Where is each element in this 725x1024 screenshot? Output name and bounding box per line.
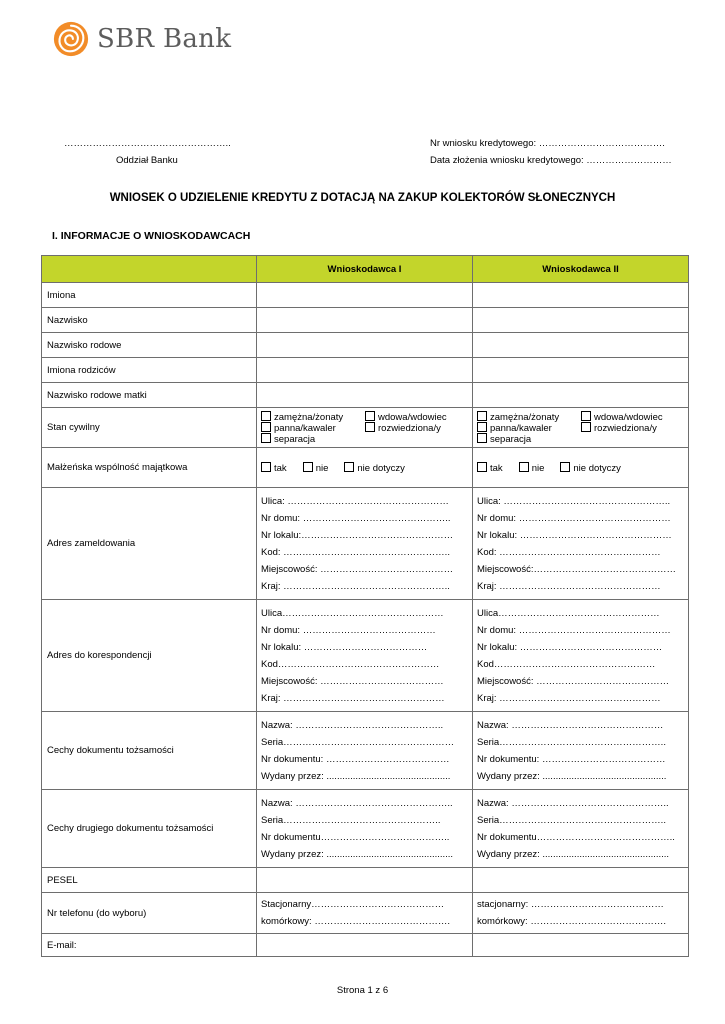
form-line[interactable]: Kraj: …………………………………………… <box>261 692 445 704</box>
row-label-nazwisko-matki: Nazwisko rodowe matki <box>42 383 257 408</box>
option-nie-label: nie <box>531 462 545 474</box>
nazwisko-rodowe-field-1[interactable] <box>257 333 473 358</box>
pesel-field-1[interactable] <box>257 868 473 893</box>
checkbox-tak-1[interactable] <box>261 462 271 472</box>
form-line[interactable]: Nr lokalu: ……………………………………… <box>477 641 663 653</box>
option-zamezna-label: zamężna/żonaty <box>490 411 560 423</box>
option-wdowa-label: wdowa/wdowiec <box>378 411 447 423</box>
form-line[interactable]: Nr dokumentu: ………………………………… <box>261 753 450 765</box>
row-label-adres-korespondencji: Adres do korespondencji <box>42 600 257 712</box>
nazwisko-field-2[interactable] <box>473 308 689 333</box>
row-label-wspolnosc: Małżeńska wspólność majątkowa <box>42 448 257 488</box>
checkbox-nie-dotyczy-1[interactable] <box>344 462 354 472</box>
telefon-cell-1[interactable] <box>257 893 473 934</box>
checkbox-tak-2[interactable] <box>477 462 487 472</box>
form-line[interactable]: Nr dokumentu…………………………………….. <box>477 831 675 843</box>
rose-logo-icon <box>52 20 90 58</box>
nazwisko-rodowe-field-2[interactable] <box>473 333 689 358</box>
checkbox-wdowa-2[interactable] <box>581 411 591 421</box>
form-line[interactable]: Kraj: …………………………………………… <box>477 692 661 704</box>
nazwisko-matki-field-1[interactable] <box>257 383 473 408</box>
drugi-dokument-cell-1[interactable] <box>257 790 473 868</box>
form-line[interactable]: Kod…………………………………………… <box>261 658 440 670</box>
form-line[interactable]: Seria……………………………………………… <box>261 736 455 748</box>
form-line[interactable]: Nr dokumentu: ………………………………… <box>477 753 666 765</box>
checkbox-nie-dotyczy-2[interactable] <box>560 462 570 472</box>
imiona-rodzicow-field-2[interactable] <box>473 358 689 383</box>
adres-korespondencji-cell-2[interactable] <box>473 600 689 712</box>
page-number: Strona 1 z 6 <box>336 985 389 996</box>
form-line[interactable]: Seria…………………………………………….. <box>477 814 666 826</box>
wspolnosc-cell-2 <box>473 448 689 488</box>
option-nie-dotyczy-label: nie dotyczy <box>573 462 621 474</box>
row-label-imiona-rodzicow: Imiona rodziców <box>42 358 257 383</box>
telefon-cell-2[interactable] <box>473 893 689 934</box>
branch-label: Oddział Banku <box>116 155 178 166</box>
branch-dots[interactable]: …………………………………………….. <box>64 138 231 149</box>
row-label-nazwisko-rodowe: Nazwisko rodowe <box>42 333 257 358</box>
form-line[interactable]: Wydany przez: ............................................... <box>477 770 667 782</box>
row-label-imiona: Imiona <box>42 283 257 308</box>
form-line[interactable]: komórkowy: ……………………………………. <box>477 916 666 927</box>
option-rozwiedziona-label: rozwiedziona/y <box>594 422 657 434</box>
form-line[interactable]: Stacjonarny…………………………………… <box>261 899 445 910</box>
form-line[interactable]: Nr lokalu: ………………………………………… <box>477 529 672 541</box>
form-line[interactable]: Nazwa: ……………………………………….. <box>261 719 444 731</box>
checkbox-panna-2[interactable] <box>477 422 487 432</box>
row-label-pesel: PESEL <box>42 868 257 893</box>
form-line[interactable]: Ulica…………………………………………… <box>261 607 444 619</box>
row-label-email: E-mail: <box>42 934 257 957</box>
drugi-dokument-cell-2[interactable] <box>473 790 689 868</box>
form-line[interactable]: Nazwa: ………………………………………….. <box>477 797 669 809</box>
form-title: WNIOSEK O UDZIELENIE KREDYTU Z DOTACJĄ NA ZAKUP KOLEKTORÓW SŁONECZNYCH <box>109 192 616 204</box>
imiona-field-1[interactable] <box>257 283 473 308</box>
checkbox-rozwiedziona-2[interactable] <box>581 422 591 432</box>
form-line[interactable]: Seria…………………………………………….. <box>477 736 666 748</box>
checkbox-wdowa-1[interactable] <box>365 411 375 421</box>
nazwisko-field-1[interactable] <box>257 308 473 333</box>
option-separacja-label: separacja <box>274 433 316 445</box>
checkbox-panna-1[interactable] <box>261 422 271 432</box>
bank-name: SBR Bank <box>97 24 232 54</box>
row-label-adres-zameldowania: Adres zameldowania <box>42 488 257 600</box>
header-empty-cell <box>42 256 257 283</box>
option-panna-label: panna/kawaler <box>274 422 336 434</box>
form-line[interactable]: Ulica: …………………………………………….. <box>477 495 671 507</box>
form-line[interactable]: Nr lokalu:………………………………………… <box>261 529 454 541</box>
adres-zameldowania-cell-2[interactable] <box>473 488 689 600</box>
column-header-applicant-1: Wnioskodawca I <box>257 256 473 283</box>
option-tak-label: tak <box>490 462 503 474</box>
nazwisko-matki-field-2[interactable] <box>473 383 689 408</box>
imiona-rodzicow-field-1[interactable] <box>257 358 473 383</box>
form-line[interactable]: Ulica…………………………………………… <box>477 607 660 619</box>
form-line[interactable]: Kraj: …………………………………………… <box>477 580 661 592</box>
form-line[interactable]: Nr domu: ………………………………………… <box>477 512 671 524</box>
form-line[interactable]: Miejscowość: …………………………………… <box>261 563 454 575</box>
row-label-stan-cywilny: Stan cywilny <box>42 408 257 448</box>
option-tak-label: tak <box>274 462 287 474</box>
applicants-table <box>41 255 689 957</box>
form-line[interactable]: Nr domu: ………………………………………… <box>477 624 671 636</box>
form-line[interactable]: Nazwa: ………………………………………… <box>477 719 664 731</box>
adres-zameldowania-cell-1[interactable] <box>257 488 473 600</box>
form-line[interactable]: Seria………………………………………….. <box>261 814 441 826</box>
imiona-field-2[interactable] <box>473 283 689 308</box>
form-line[interactable]: Kod: …………………………………………….. <box>261 546 450 558</box>
dokument-cell-1[interactable] <box>257 712 473 790</box>
bank-logo <box>52 19 231 59</box>
form-line[interactable]: Wydany przez: ................................................ <box>477 848 670 860</box>
form-line[interactable]: stacjonarny: …………………………………… <box>477 899 664 910</box>
row-label-nazwisko: Nazwisko <box>42 308 257 333</box>
email-field-1[interactable] <box>257 934 473 957</box>
application-date-field[interactable]: Data złożenia wniosku kredytowego: ……………………… <box>430 155 672 166</box>
wspolnosc-cell-1 <box>257 448 473 488</box>
form-line[interactable]: Nr domu: …………………………………… <box>261 624 436 636</box>
application-number-field[interactable]: Nr wniosku kredytowego: …………………………………. <box>430 138 665 149</box>
adres-korespondencji-cell-1[interactable] <box>257 600 473 712</box>
email-field-2[interactable] <box>473 934 689 957</box>
form-line[interactable]: Miejscowość:……………………………………… <box>477 563 676 575</box>
form-line[interactable]: Kod…………………………………………… <box>477 658 656 670</box>
form-line[interactable]: Kraj: …………………………………………….. <box>261 580 450 592</box>
form-line[interactable]: Kod: …………………………………………… <box>477 546 661 558</box>
form-line[interactable]: Ulica: …………………………………………… <box>261 495 449 507</box>
option-rozwiedziona-label: rozwiedziona/y <box>378 422 441 434</box>
option-panna-label: panna/kawaler <box>490 422 552 434</box>
option-nie-dotyczy-label: nie dotyczy <box>357 462 405 474</box>
dokument-cell-2[interactable] <box>473 712 689 790</box>
pesel-field-2[interactable] <box>473 868 689 893</box>
form-line[interactable]: Nr domu: ……………………………………….. <box>261 512 451 524</box>
section-title: I. INFORMACJE O WNIOSKODAWCACH <box>52 230 251 242</box>
form-line[interactable]: Miejscowość: ………………………………… <box>261 675 444 687</box>
option-zamezna-label: zamężna/żonaty <box>274 411 344 423</box>
form-line[interactable]: Wydany przez: ................................................ <box>261 848 454 860</box>
checkbox-separacja-1[interactable] <box>261 433 271 443</box>
checkbox-rozwiedziona-1[interactable] <box>365 422 375 432</box>
form-line[interactable]: Nr lokalu: ………………………………… <box>261 641 428 653</box>
form-line[interactable]: Miejscowość: …………………………………… <box>477 675 670 687</box>
checkbox-nie-2[interactable] <box>519 462 529 472</box>
checkbox-nie-1[interactable] <box>303 462 313 472</box>
column-header-applicant-2: Wnioskodawca II <box>473 256 689 283</box>
form-line[interactable]: Nr dokumentu………………………………….. <box>261 831 450 843</box>
row-label-drugi-dokument: Cechy drugiego dokumentu tożsamości <box>42 790 257 868</box>
option-separacja-label: separacja <box>490 433 532 445</box>
stan-cywilny-cell-1 <box>257 408 473 448</box>
checkbox-zamezna-1[interactable] <box>261 411 271 421</box>
option-wdowa-label: wdowa/wdowiec <box>594 411 663 423</box>
row-label-dokument: Cechy dokumentu tożsamości <box>42 712 257 790</box>
stan-cywilny-cell-2 <box>473 408 689 448</box>
checkbox-separacja-2[interactable] <box>477 433 487 443</box>
form-line[interactable]: Nazwa: ………………………………………….. <box>261 797 453 809</box>
option-nie-label: nie <box>315 462 329 474</box>
checkbox-zamezna-2[interactable] <box>477 411 487 421</box>
form-line[interactable]: komórkowy: ……………………………………. <box>261 916 450 927</box>
row-label-telefon: Nr telefonu (do wyboru) <box>42 893 257 934</box>
form-line[interactable]: Wydany przez: ............................................... <box>261 770 451 782</box>
